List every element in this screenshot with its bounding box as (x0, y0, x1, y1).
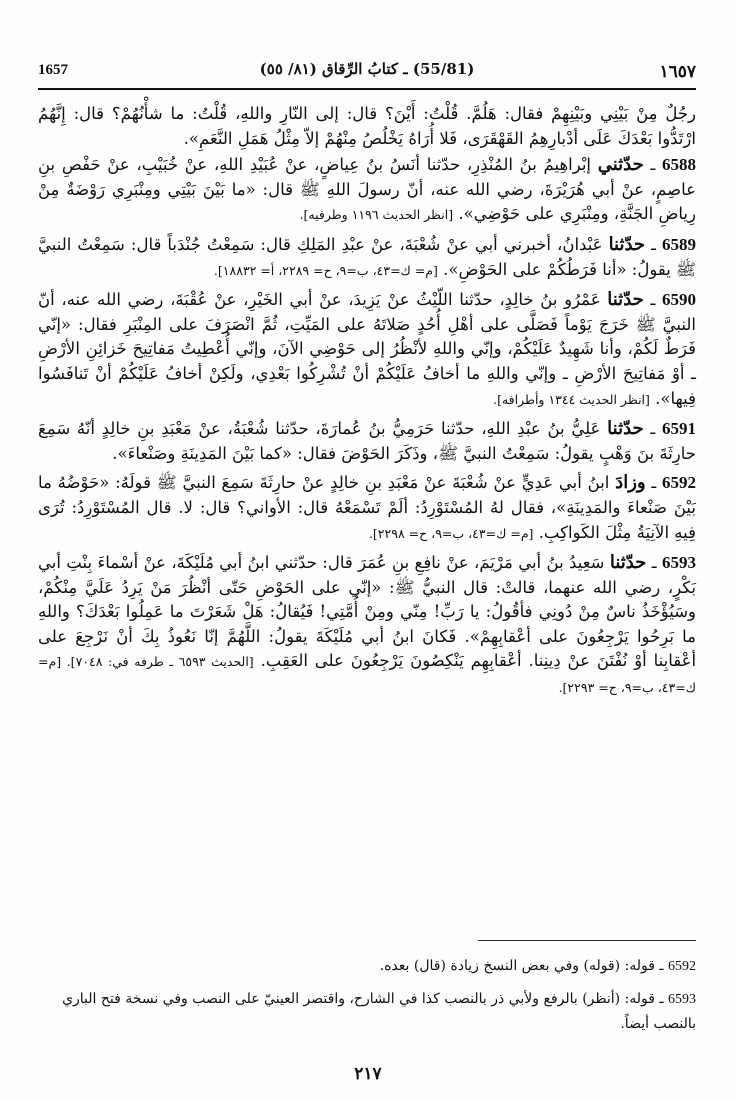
page-number-bottom: ٢١٧ (354, 1064, 382, 1084)
footnote-rule (478, 940, 696, 941)
hadith-opener: حدّثنا (608, 233, 646, 255)
hadith-reference: [انظر الحديث ١١٩٦ وطرفيه]. (299, 207, 454, 223)
footnote-number: 6592 (668, 959, 696, 974)
hadith-6593: 6593 ـ حدّثنا سَعِيدُ بنُ أبي مَرْيَمَ، عنْ نافِعِ بنِ عُمَرَ قال: حدّثني ابنُ أبي مُلَيْكَةَ، عنْ أسْماءَ بِنْتِ أبي بَكْرٍ، رضي الله عنهما، قالتْ: قال النبيُّ ﷺ: «إنّي على الحَوْضِ حَتّى أنْظُرَ مَنْ يَرِدُ عَلَيَّ مِنْكُمْ، وسَيُؤْخَذُ ناسٌ مِنْ دُونِي فأقُولُ: يا رَبِّ! مِنّي ومِنْ أُمَّتِي! فَيُقالُ: هَلْ شَعَرْتَ ما عَمِلُوا بَعْدَكَ؟ واللهِ ما بَرِحُوا يَرْجِعُونَ على أعْقابِهِمْ». فَكانَ ابنُ أبي مُلَيْكَةَ يقولُ: اللَّهُمَّ إنّا نَعُوذُ بِكَ أنْ نَرْجِعَ على أعْقابِنا أوْ نُفْتَنَ عنْ دِينِنا. أعْقابِهِم يَنْكِصُونَ يَرْجِعُونَ على العَقِبِ. [الحديث ٦٥٩٣ ـ طرفه في: ٧٠٤٨]. [م= ك=٤٣، ب=٩، ح= ٢٢٩٣]. (38, 552, 697, 696)
hadith-number: 6588 (662, 155, 696, 175)
hadith-6592: 6592 ـ وزادَ ابنُ أبي عَدِيٍّ عنْ شُعْبَةَ عنْ مَعْبَدِ بنِ خالِدٍ عنْ حارِثَةَ سَمِعَ النبيَّ ﷺ قولَهُ: «حَوْضُهُ ما بَيْنَ صَنْعاءَ والمَدِينَةِ»، فقال لهُ المُسْتَوْرِدُ: ألَمْ تَسْمَعْهُ قال: الأواني؟ قال: لا. قال المُسْتَوْرِدُ: تُرَى فِيهِ الآنِيَةُ مِثْلَ الكَواكِبِ. [م= ك=٤٣، ب=٩، ح= ٢٢٩٨]. (38, 472, 696, 542)
hadith-number: 6592 (662, 473, 696, 493)
paragraph-text: عَبْدانُ، أخبرني أبي عنْ شُعْبَةَ، عنْ عبْدِ المَلِكِ قال: سَمِعْتُ جُنْدَباً قال: سَمِعْتُ النبيَّ ﷺ يقولُ: «أنا فَرَطُكُمْ على الحَوْضِ». (38, 234, 696, 279)
page-number-latin: 1657 (38, 62, 68, 78)
hadith-6589: 6589 ـ حدّثنا عَبْدانُ، أخبرني أبي عنْ شُعْبَةَ، عنْ عبْدِ المَلِكِ قال: سَمِعْتُ جُنْدَباً قال: سَمِعْتُ النبيَّ ﷺ يقولُ: «أنا فَرَطُكُمْ على الحَوْضِ». [م= ك=٤٣، ب=٩، ح= ٢٢٨٩، أ= ١٨٨٣٢]. (38, 233, 696, 279)
hadith-opener: وزادَ (615, 472, 646, 494)
hadith-6590: 6590 ـ حدّثنا عَمْرُو بنُ خالِدٍ، حدّثنا اللّيْثُ عنْ يَزِيدَ، عنْ أبي الخَيْرِ، عنْ عُقْبَةَ، رضي الله عنه، أنّ النبيَّ ﷺ خَرَجَ يَوْماً فَصَلَّى على أهْلِ أُحُدٍ صَلاتَهُ على المَيِّتِ، ثُمَّ انْصَرَفَ على المِنْبَرِ فقال: «إنّي فَرَطٌ لَكُمْ، وأنا شَهِيدٌ عَلَيْكُمْ، وإنّي واللهِ لأنْظُرُ إلى حَوْضِي الآنَ، وإنّي أُعْطِيتُ مَفاتِيحَ خَزائِنِ الأرْضِ ـ أوْ مَفاتِيحَ الأرْضِ ـ وإنّي واللهِ ما أخافُ عَلَيْكُمْ أنْ تُشْرِكُوا بَعْدِي، ولَكِنْ أخافُ عَلَيْكُمْ أنْ تَنافَسُوا فِيها». [انظر الحديث ١٣٤٤ وأطرافه]. (38, 289, 696, 408)
paragraph-text: عَلِيُّ بنُ عبْدِ اللهِ، حدّثنا حَرَمِيُّ بنُ عُمارَةَ، حدّثنا شُعْبَةُ، عنْ مَعْبَدِ بنِ خالِدٍ أنّهُ سَمِعَ حارِثَةَ بنَ وَهْبٍ يقولُ: سَمِعْتُ النبيَّ ﷺ، وذَكَرَ الحَوْضَ فقال: «كما بَيْنَ المَدِينَةِ وصَنْعاءَ». (38, 419, 696, 463)
hadith-number: 6593 (662, 553, 696, 573)
running-title: (55/81) ـ كتابُ الرِّقاق (٨١/ ٥٥) (259, 60, 475, 78)
paragraph-text: عَمْرُو بنُ خالِدٍ، حدّثنا اللّيْثُ عنْ يَزِيدَ، عنْ أبي الخَيْرِ، عنْ عُقْبَةَ، رضي الله عنه، أنّ النبيَّ ﷺ خَرَجَ يَوْماً فَصَلَّى على أهْلِ أُحُدٍ صَلاتَهُ على المَيِّتِ، ثُمَّ انْصَرَفَ على المِنْبَرِ فقال: «إنّي فَرَطٌ لَكُمْ، وأنا شَهِيدٌ عَلَيْكُمْ، وإنّي واللهِ لأنْظُرُ إلى حَوْضِي الآنَ، وإنّي أُعْطِيتُ مَفاتِيحَ خَزائِنِ الأرْضِ ـ أوْ مَفاتِيحَ الأرْضِ ـ وإنّي واللهِ ما أخافُ عَلَيْكُمْ أنْ تُشْرِكُوا بَعْدِي، ولَكِنْ أخافُ عَلَيْكُمْ أنْ تَنافَسُوا فِيها». (38, 290, 696, 408)
hadith-opener: حدّثنا (607, 418, 644, 440)
footnote-text: ـ قوله: (أنظر) بالرفع ولأبي ذر بالنصب كذا في الشارح، واقتصر العينيّ على النصب وفي نسخة فتح الباري بالنصب أيضاً. (62, 991, 696, 1032)
header-rule (38, 88, 696, 90)
hadith-opener: حدّثنا (609, 552, 647, 574)
page-number-arabic: ١٦٥٧ (659, 62, 696, 82)
paragraph-text: سَعِيدُ بنُ أبي مَرْيَمَ، عنْ نافِعِ بنِ عُمَرَ قال: حدّثني ابنُ أبي مُلَيْكَةَ، عنْ أسْماءَ بِنْتِ أبي بَكْرٍ، رضي الله عنهما، قالتْ: قال النبيُّ ﷺ: «إنّي على الحَوْضِ حَتّى أنْظُرَ مَنْ يَرِدُ عَلَيَّ مِنْكُمْ، وسَيُؤْخَذُ ناسٌ مِنْ دُونِي فأقُولُ: يا رَبِّ! مِنّي ومِنْ أُمَّتِي! فَيُقالُ: هَلْ شَعَرْتَ ما عَمِلُوا بَعْدَكَ؟ واللهِ ما بَرِحُوا يَرْجِعُونَ على أعْقابِهِمْ». فَكانَ ابنُ أبي مُلَيْكَةَ يقولُ: اللَّهُمَّ إنّا نَعُوذُ بِكَ أنْ نَرْجِعَ على أعْقابِنا أوْ نُفْتَنَ عنْ دِينِنا. أعْقابِهِم يَنْكِصُونَ يَرْجِعُونَ على العَقِبِ. (38, 553, 697, 671)
footnote (38, 987, 696, 1036)
hadith-number: 6591 (662, 419, 696, 439)
footnote (38, 954, 696, 979)
footnotes (38, 954, 696, 1044)
paragraph-text: رجُلٌ مِنْ بَيْنِي وبَيْنِهِمْ فقال: هَلُمَّ. قُلْتُ: أَيْنَ؟ قال: إلى النّارِ واللهِ، قُلْتُ: ما شأْنُهُمْ؟ قال: إِنَّهُمُ ارْتَدُّوا بَعْدَكَ عَلَى أدْبارِهِمُ القَهْقَرَى، فَلا أُرَاهُ يَخْلُصُ مِنْهُمْ إلاّ مِثْلُ هَمَلِ النَّعَمِ». (38, 104, 696, 148)
hadith-number: 6589 (661, 234, 696, 254)
hadith-reference: [م= ك=٤٣، ب=٩، ح= ٢٢٩٨]. (368, 525, 534, 541)
paragraph-text: إبْراهِيمُ بنُ المُنْذِرِ، حدّثنا أنَسُ بنُ عِياضٍ، عنْ عُبَيْدِ اللهِ، عنْ خُبَيْبِ، عنْ حَفْصِ بنِ عاصِمٍ، عنْ أبي هُرَيْرَةَ، رضي الله عنه، أنّ رسولَ اللهِ ﷺ قال: «ما بَيْنَ بَيْتِي ومِنْبَرِي رَوْضَةٌ مِنْ رِياضِ الجَنَّةِ، ومِنْبَرِي على حَوْضِي». (38, 155, 696, 224)
hadith-6591: 6591 ـ حدّثنا عَلِيُّ بنُ عبْدِ اللهِ، حدّثنا حَرَمِيُّ بنُ عُمارَةَ، حدّثنا شُعْبَةُ، عنْ مَعْبَدِ بنِ خالِدٍ أنّهُ سَمِعَ حارِثَةَ بنَ وَهْبٍ يقولُ: سَمِعْتُ النبيَّ ﷺ، وذَكَرَ الحَوْضَ فقال: «كما بَيْنَ المَدِينَةِ وصَنْعاءَ». (38, 418, 696, 463)
main-text (38, 102, 696, 706)
hadith-reference: [م= ك=٤٣، ب=٩، ح= ٢٢٨٩، أ= ١٨٨٣٢]. (213, 262, 438, 278)
hadith-number: 6590 (661, 290, 696, 310)
page-header (38, 58, 696, 88)
hadith-opener: حدّثني (597, 154, 644, 176)
hadith-6588: 6588 ـ حدّثني إبْراهِيمُ بنُ المُنْذِرِ، حدّثنا أنَسُ بنُ عِياضٍ، عنْ عُبَيْدِ اللهِ، عنْ خُبَيْبِ، عنْ حَفْصِ بنِ عاصِمٍ، عنْ أبي هُرَيْرَةَ، رضي الله عنه، أنّ رسولَ اللهِ ﷺ قال: «ما بَيْنَ بَيْتِي ومِنْبَرِي رَوْضَةٌ مِنْ رِياضِ الجَنَّةِ، ومِنْبَرِي على حَوْضِي». [انظر الحديث ١١٩٦ وطرفيه]. (38, 154, 696, 224)
hadith-opener: حدّثنا (607, 289, 644, 311)
hadith-reference: [انظر الحديث ١٣٤٤ وأطرافه]. (493, 391, 650, 407)
paragraph-text: ابنُ أبي عَدِيٍّ عنْ شُعْبَةَ عنْ مَعْبَدِ بنِ خالِدٍ عنْ حارِثَةَ سَمِعَ النبيَّ ﷺ قولَهُ: «حَوْضُهُ ما بَيْنَ صَنْعاءَ والمَدِينَةِ»، فقال لهُ المُسْتَوْرِدُ: ألَمْ تَسْمَعْهُ قال: الأواني؟ قال: لا. قال المُسْتَوْرِدُ: تُرَى فِيهِ الآنِيَةُ مِثْلَ الكَواكِبِ. (38, 473, 696, 542)
hadith-reference: [الحديث ٦٥٩٣ ـ طرفه في: ٧٠٤٨]. [م= ك=٤٣، ب=٩، ح= ٢٢٩٣]. (38, 654, 696, 696)
footnote-text: ـ قوله: (قوله) وفي بعض النسخ زيادة (قال) بعده. (379, 958, 664, 974)
footnote-number: 6593 (668, 992, 696, 1007)
hadith-continuation (38, 102, 696, 151)
